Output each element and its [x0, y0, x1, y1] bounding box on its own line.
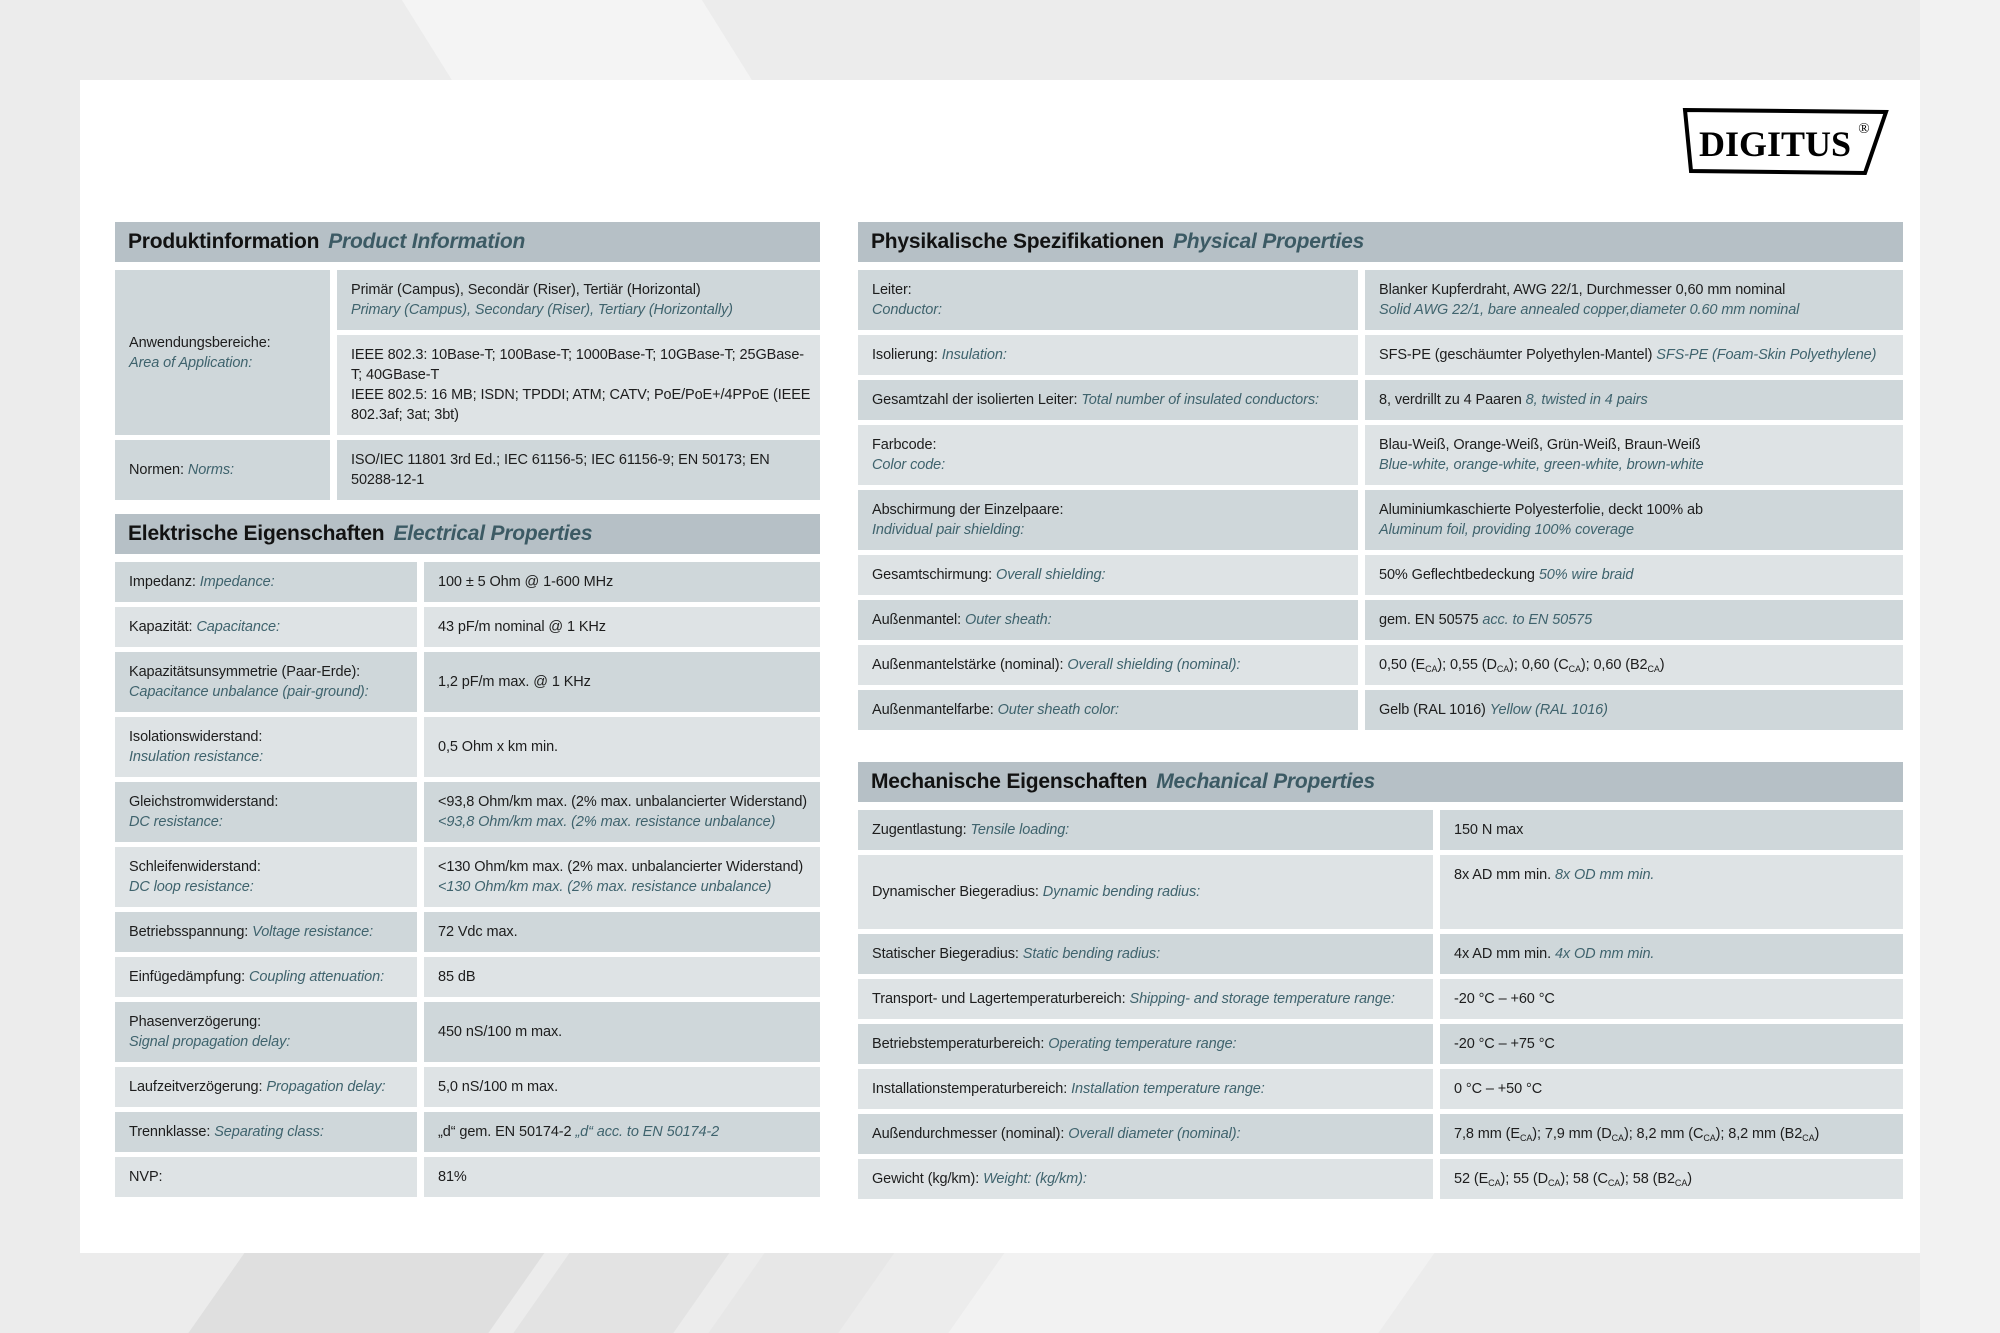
section-title-en: Physical Properties: [1172, 230, 1365, 253]
row-value-cell: <93,8 Ohm/km max. (2% max. unbalancierter Widerstand) <93,8 Ohm/km max. (2% max. resistance unbalance): [424, 782, 820, 842]
row-value-cell: -20 °C – +75 °C: [1440, 1024, 1903, 1064]
left-column: [115, 222, 820, 1197]
row-label-cell: Farbcode: Color code:: [858, 425, 1358, 485]
digitus-logo-shape: [1682, 107, 1890, 177]
section-title-de: Physikalische Spezifikationen: [871, 230, 1164, 253]
row-value-cell: 150 N max: [1440, 810, 1903, 850]
row-label-cell: Kapazität: Capacitance:: [115, 607, 417, 647]
row-label-cell: Zugentlastung: Tensile loading:: [858, 810, 1433, 850]
section-header-physical: [858, 222, 1903, 262]
row-label-cell: Betriebstemperaturbereich: Operating temperature range:: [858, 1024, 1433, 1064]
background-band: [1920, 0, 2000, 1333]
section-header-mechanical: [858, 762, 1903, 802]
right-column: [858, 222, 1903, 1199]
row-label-cell: Außenmantelfarbe: Outer sheath color:: [858, 690, 1358, 730]
registered-trademark-icon: ®: [1858, 121, 1870, 137]
physical-properties-table: [858, 270, 1903, 730]
row-value-cell: IEEE 802.3: 10Base-T; 100Base-T; 1000Base-T; 10GBase-T; 25GBase-T; 40GBase-T IEEE 802.5: 16 MB; ISDN; TPDDI; ATM; CATV; PoE/PoE+/4PPoE (IEEE 802.3af; 3at; 3bt): [337, 335, 820, 435]
row-label-cell: Einfügedämpfung: Coupling attenuation:: [115, 957, 417, 997]
section-title-de: Mechanische Eigenschaften: [871, 770, 1148, 793]
product-info-table: [115, 270, 820, 500]
section-title-en: Electrical Properties: [393, 522, 593, 545]
row-value-cell: Primär (Campus), Secondär (Riser), Tertiär (Horizontal) Primary (Campus), Secondary (Riser), Tertiary (Horizontally): [337, 270, 820, 330]
row-label-cell: NVP:: [115, 1157, 417, 1197]
section-header-electrical: [115, 514, 820, 554]
row-label-cell: Phasenverzögerung: Signal propagation delay:: [115, 1002, 417, 1062]
background-streak: [402, 0, 758, 90]
row-value-cell: Blanker Kupferdraht, AWG 22/1, Durchmesser 0,60 mm nominal Solid AWG 22/1, bare annealed copper,diameter 0.60 mm nominal: [1365, 270, 1903, 330]
row-value-cell: 43 pF/m nominal @ 1 KHz: [424, 607, 820, 647]
section-title-en: Mechanical Properties: [1156, 770, 1375, 793]
row-value-cell: 5,0 nS/100 m max.: [424, 1067, 820, 1107]
row-value-cell: 52 $(E_{CA})$; 55 $(D_{CA})$; 58 $(C_{CA})$; 58 $(B2_{CA})$: [1440, 1159, 1903, 1199]
row-value-cell: 81%: [424, 1157, 820, 1197]
section-title-en: Product Information: [328, 230, 526, 253]
row-label-cell: Normen: Norms:: [115, 440, 330, 500]
row-value-cell: Blau-Weiß, Orange-Weiß, Grün-Weiß, Braun-Weiß Blue-white, orange-white, green-white, brown-white: [1365, 425, 1903, 485]
section-header-product-info: [115, 222, 820, 262]
row-value-cell: 7,8 mm $(E_{CA})$; 7,9 mm $(D_{CA})$; 8,2 mm $(C_{CA})$; 8,2 mm $(B2_{CA})$: [1440, 1114, 1903, 1154]
row-label-cell: Gesamtschirmung: Overall shielding:: [858, 555, 1358, 595]
row-value-cell: Aluminiumkaschierte Polyesterfolie, deckt 100% ab Aluminum foil, providing 100% coverage: [1365, 490, 1903, 550]
row-value-cell: ISO/IEC 11801 3rd Ed.; IEC 61156-5; IEC 61156-9; EN 50173; EN 50288-12-1: [337, 440, 820, 500]
row-label-cell: Leiter: Conductor:: [858, 270, 1358, 330]
background-ray: [511, 1245, 735, 1333]
row-value-cell: 8, verdrillt zu 4 Paaren 8, twisted in 4 pairs: [1365, 380, 1903, 420]
row-label-cell: Abschirmung der Einzelpaare: Individual pair shielding:: [858, 490, 1358, 550]
row-label-cell: Installationstemperaturbereich: Installation temperature range:: [858, 1069, 1433, 1109]
row-label-cell: Betriebsspannung: Voltage resistance:: [115, 912, 417, 952]
row-label-cell: Isolierung: Insulation:: [858, 335, 1358, 375]
row-label-cell: Isolationswiderstand: Insulation resistance:: [115, 717, 417, 777]
electrical-properties-table: [115, 562, 820, 1197]
row-value-cell: 8x AD mm min. 8x OD mm min.: [1440, 855, 1903, 929]
row-value-cell: „d“ gem. EN 50174-2 „d“ acc. to EN 50174-2: [424, 1112, 820, 1152]
row-label-cell: Statischer Biegeradius: Static bending radius:: [858, 934, 1433, 974]
row-label-cell: Laufzeitverzögerung: Propagation delay:: [115, 1067, 417, 1107]
row-label-cell: Impedanz: Impedance:: [115, 562, 417, 602]
row-value-cell: 0 °C – +50 °C: [1440, 1069, 1903, 1109]
background-ray: [706, 1245, 900, 1333]
row-value-cell: 85 dB: [424, 957, 820, 997]
section-title-de: Elektrische Eigenschaften: [128, 522, 385, 545]
row-value-cell: -20 °C – +60 °C: [1440, 979, 1903, 1019]
row-value-cell: SFS-PE (geschäumter Polyethylen-Mantel) SFS-PE (Foam-Skin Polyethylene): [1365, 335, 1903, 375]
row-value-cell: 4x AD mm min. 4x OD mm min.: [1440, 934, 1903, 974]
row-label-cell: Außenmantel: Outer sheath:: [858, 600, 1358, 640]
row-value-cell: gem. EN 50575 acc. to EN 50575: [1365, 600, 1903, 640]
row-value-cell: 0,50 $(E_{CA})$; 0,55 $(D_{CA})$; 0,60 $(C_{CA})$; 0,60 $(B2_{CA})$: [1365, 645, 1903, 685]
row-value-cell: 100 ± 5 Ohm @ 1-600 MHz: [424, 562, 820, 602]
row-label-cell: Schleifenwiderstand: DC loop resistance:: [115, 847, 417, 907]
row-label-cell: Trennklasse: Separating class:: [115, 1112, 417, 1152]
mechanical-properties-table: [858, 810, 1903, 1199]
background-ray: [186, 1245, 550, 1333]
row-label-cell: Außenmantelstärke (nominal): Overall shielding (nominal):: [858, 645, 1358, 685]
row-label-cell: Gewicht (kg/km): Weight: (kg/km):: [858, 1159, 1433, 1199]
row-label-cell: Gesamtzahl der isolierten Leiter: Total number of insulated conductors:: [858, 380, 1358, 420]
row-value-cell: Gelb (RAL 1016) Yellow (RAL 1016): [1365, 690, 1903, 730]
digitus-logo-text: DIGITUS: [1698, 124, 1852, 164]
row-label-cell: Kapazitätsunsymmetrie (Paar-Erde): Capacitance unbalance (pair-ground):: [115, 652, 417, 712]
row-label-cell: Gleichstromwiderstand: DC resistance:: [115, 782, 417, 842]
row-value-cell: 1,2 pF/m max. @ 1 KHz: [424, 652, 820, 712]
row-value-cell: 50% Geflechtbedeckung 50% wire braid: [1365, 555, 1903, 595]
row-value-cell: 0,5 Ohm x km min.: [424, 717, 820, 777]
digitus-logo: [1682, 107, 1890, 177]
row-label-cell: Anwendungsbereiche: Area of Application:: [115, 270, 330, 435]
row-value-cell: 72 Vdc max.: [424, 912, 820, 952]
row-label-cell: Außendurchmesser (nominal): Overall diameter (nominal):: [858, 1114, 1433, 1154]
row-value-cell: <130 Ohm/km max. (2% max. unbalancierter Widerstand) <130 Ohm/km max. (2% max. resistance unbalance): [424, 847, 820, 907]
datasheet-card: [80, 80, 1920, 1253]
section-title-de: Produktinformation: [128, 230, 320, 253]
row-label-cell: Dynamischer Biegeradius: Dynamic bending radius:: [858, 855, 1433, 929]
row-label-cell: Transport- und Lagertemperaturbereich: Shipping- and storage temperature range:: [858, 979, 1433, 1019]
row-value-cell: 450 nS/100 m max.: [424, 1002, 820, 1062]
background-ray: [946, 1245, 1440, 1333]
